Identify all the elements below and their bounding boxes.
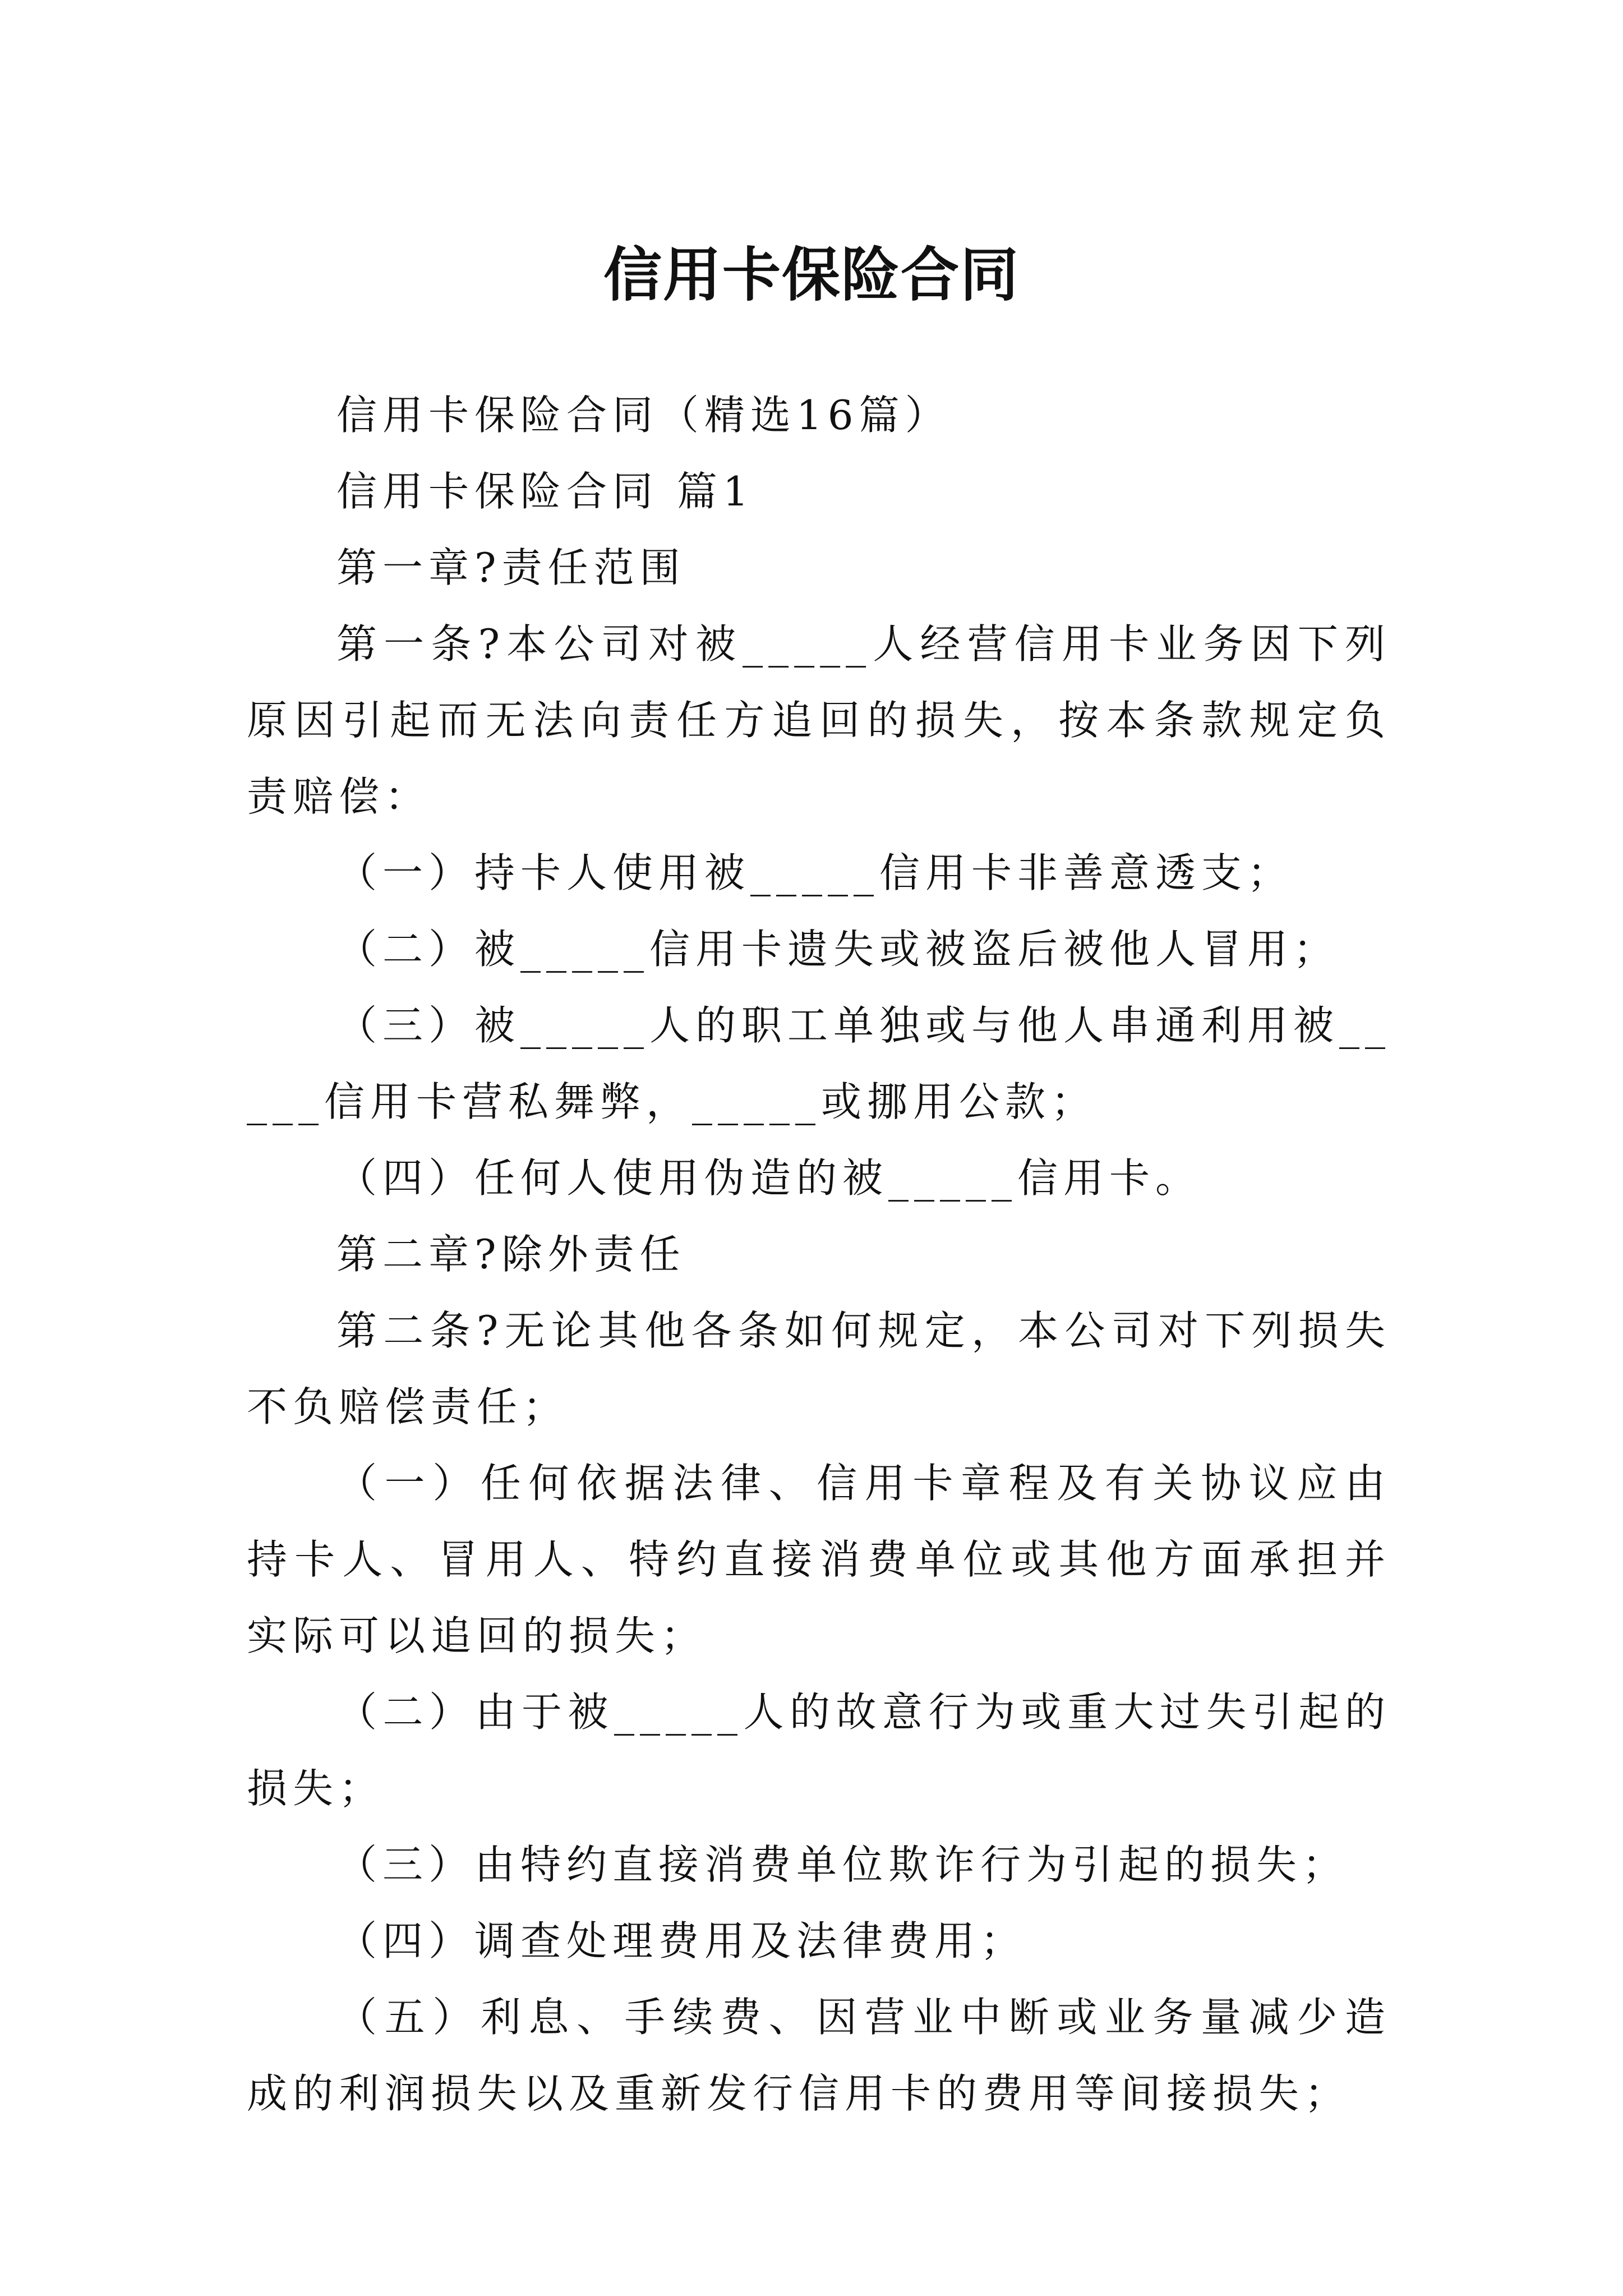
paragraph-clause: （三）被_____人的职工单独或与他人串通利用被_____信用卡营私舞弊，_____或挪用公款； bbox=[247, 1002, 1391, 1125]
document-title: 信用卡保险合同 bbox=[603, 240, 1020, 309]
paragraph-subtitle: 信用卡保险合同（精选16篇） bbox=[336, 392, 951, 439]
paragraph-clause: （一）持卡人使用被_____信用卡非善意透支； bbox=[336, 849, 1294, 896]
paragraph-clause: （一）任何依据法律、信用卡章程及有关协议应由持卡人、冒用人、特约直接消费单位或其他方面承担并实际可以追回的损失； bbox=[247, 1460, 1391, 1659]
paragraph-clause: （二）被_____信用卡遗失或被盗后被他人冒用； bbox=[336, 926, 1340, 973]
paragraph-clause: （五）利息、手续费、因营业中断或业务量减少造成的利润损失以及重新发行信用卡的费用等间接损失； bbox=[247, 1994, 1391, 2117]
paragraph-clause: （四）调查处理费用及法律费用； bbox=[336, 1917, 1027, 1964]
paragraph-article-1: 第一条?本公司对被_____人经营信用卡业务因下列原因引起而无法向责任方追回的损失，按本条款规定负责赔偿： bbox=[247, 620, 1391, 820]
paragraph-chapter-1: 第一章?责任范围 bbox=[336, 544, 686, 591]
paragraph-chapter-2: 第二章?除外责任 bbox=[336, 1231, 686, 1278]
paragraph-clause: （二）由于被_____人的故意行为或重大过失引起的损失； bbox=[247, 1688, 1391, 1812]
paragraph-section-heading: 信用卡保险合同 篇1 bbox=[336, 468, 754, 515]
paragraph-article-2: 第二条?无论其他各条如何规定，本公司对下列损失不负赔偿责任； bbox=[247, 1307, 1391, 1430]
paragraph-clause: （四）任何人使用伪造的被_____信用卡。 bbox=[336, 1154, 1202, 1202]
document-body bbox=[247, 377, 1391, 2132]
paragraph-clause: （三）由特约直接消费单位欺诈行为引起的损失； bbox=[336, 1841, 1349, 1888]
